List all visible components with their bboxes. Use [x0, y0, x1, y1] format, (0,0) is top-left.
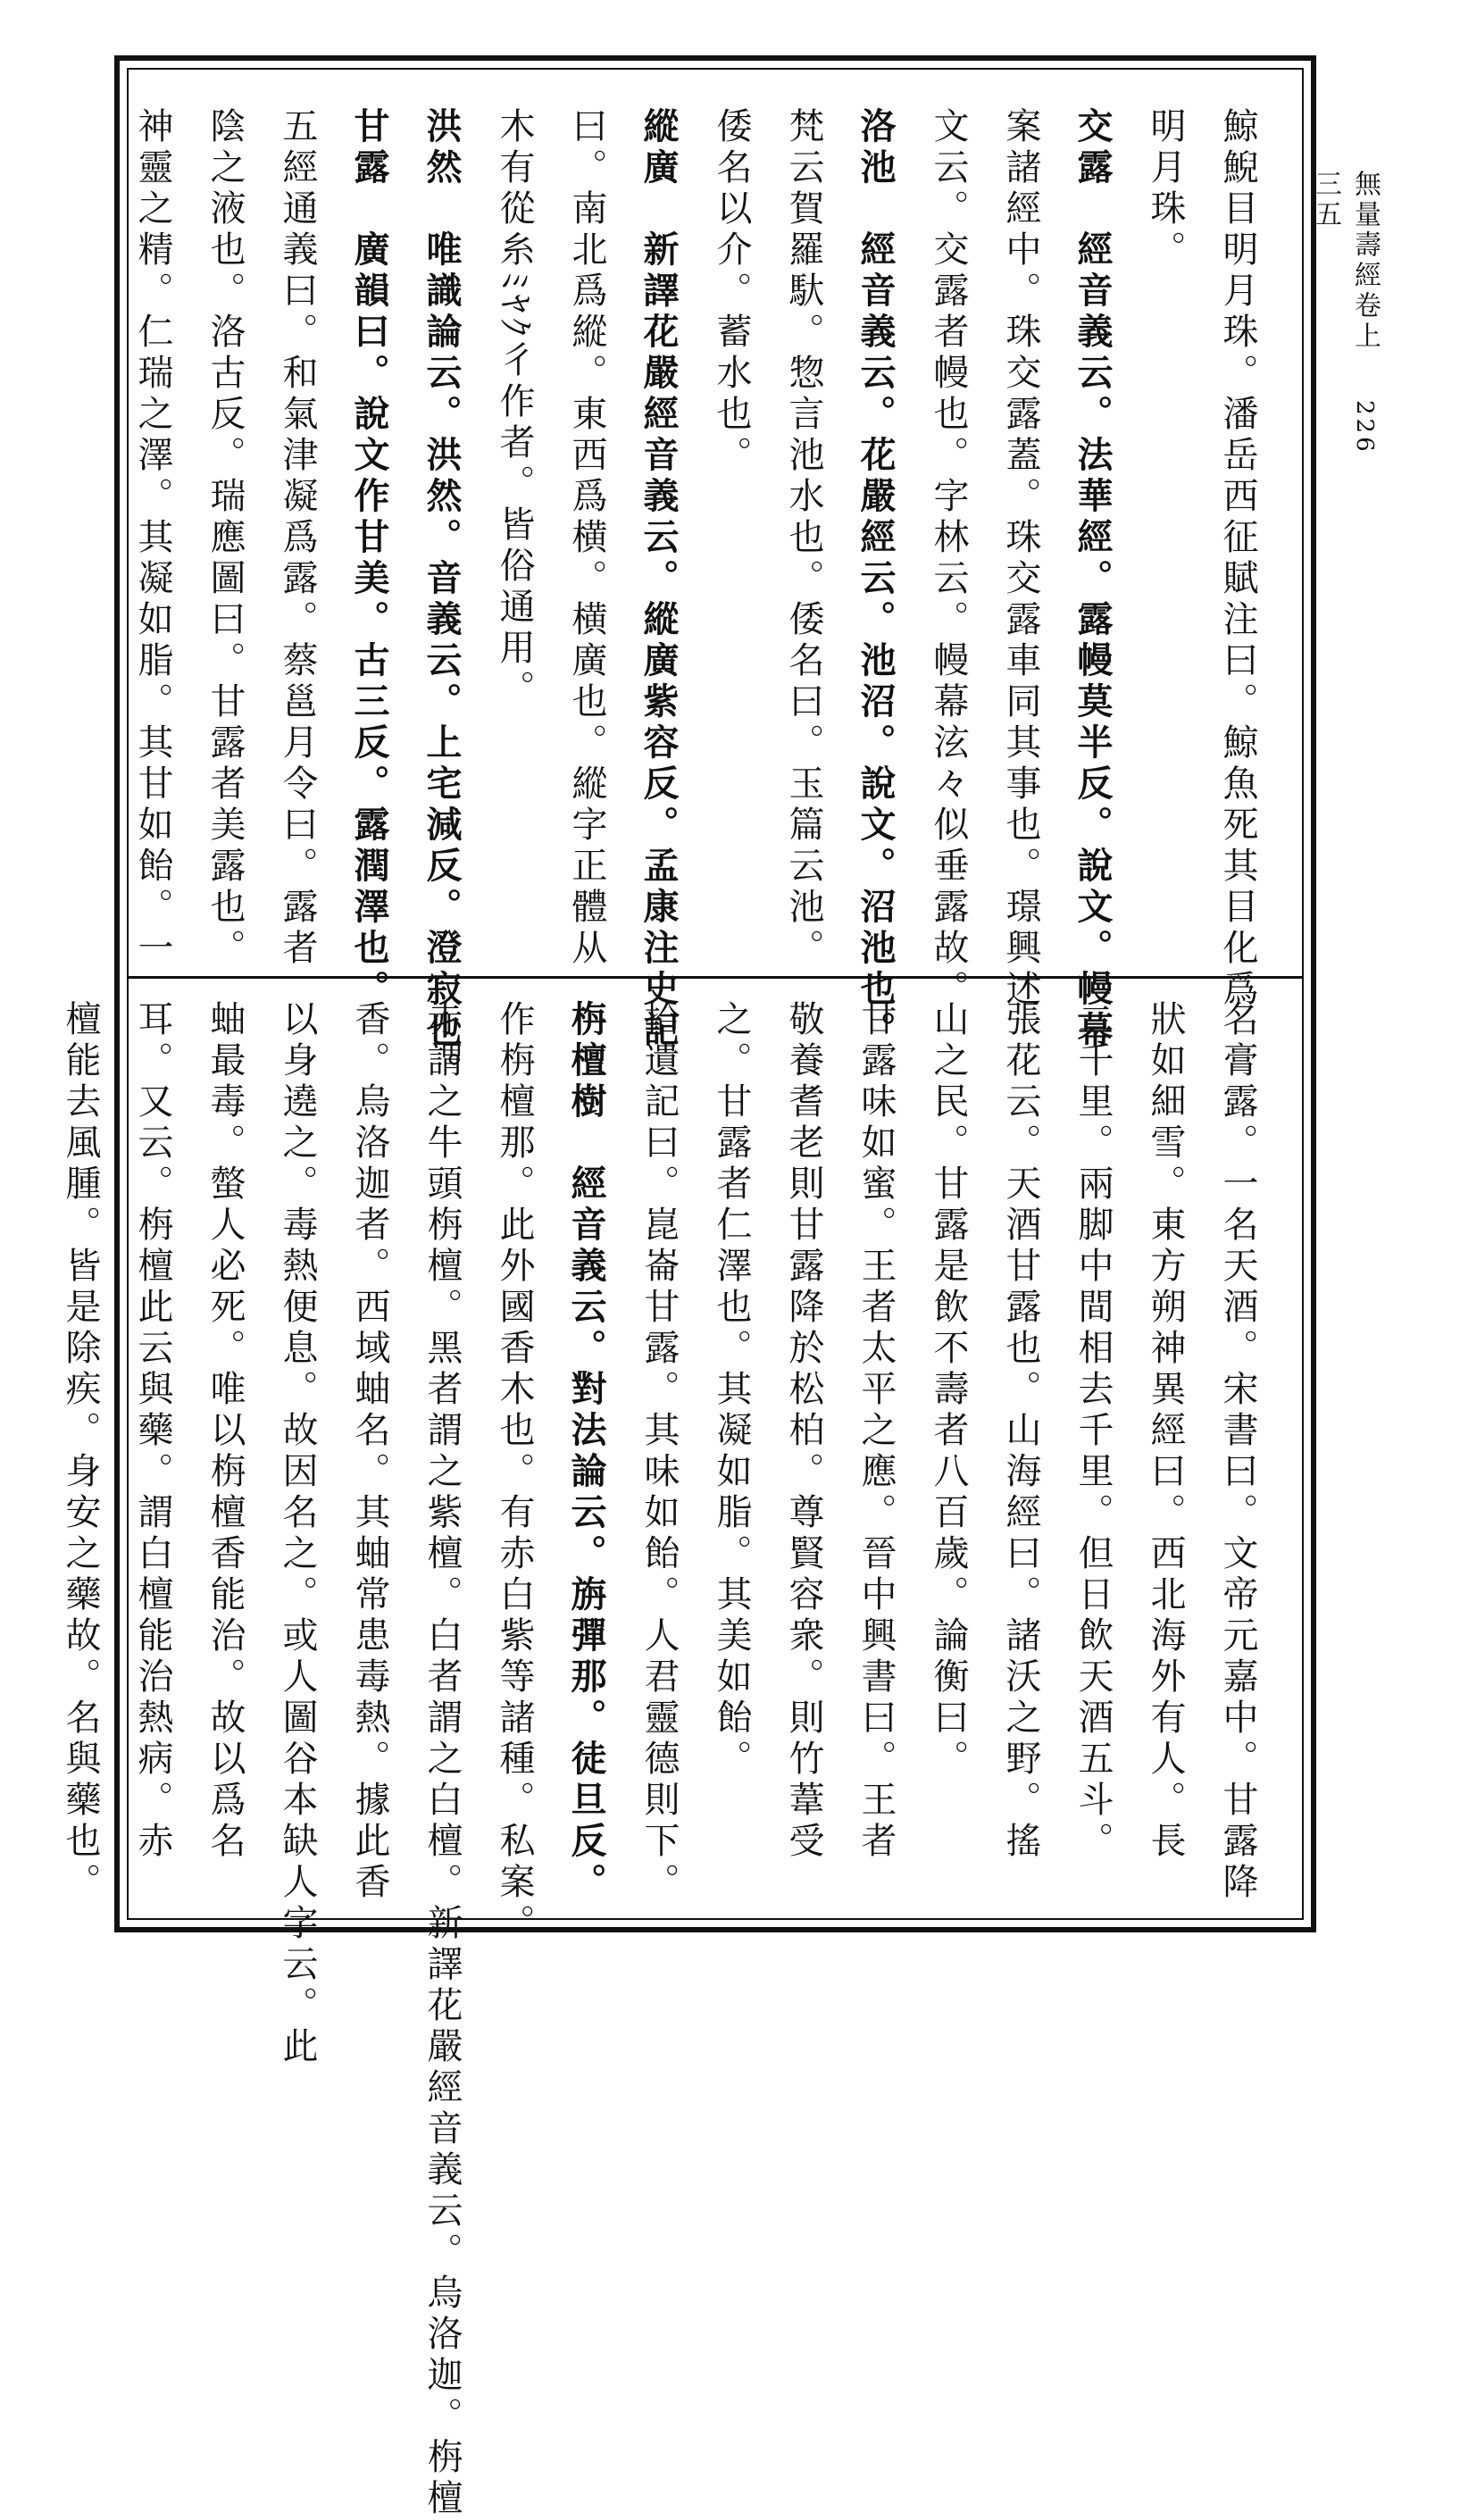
- folio-number: 三五: [1310, 170, 1341, 230]
- text-column: 作栴檀那。此外國香木也。有赤白紫等諸種。私案。: [494, 1000, 535, 1945]
- text-column: 二千里。兩脚中間相去千里。但日飲天酒五斗。: [1072, 1000, 1114, 1863]
- text-column: 甘露味如蜜。王者太平之應。晉中興書曰。王者: [855, 1000, 897, 1863]
- text-column: 神靈之精。仁瑞之澤。其凝如脂。其甘如飴。一: [132, 107, 173, 970]
- text-column: 赤謂之牛頭栴檀。黑者謂之紫檀。白者謂之白檀。新譯花嚴經音義云。烏洛迦。栴檀: [421, 1000, 463, 2520]
- text-column: 五經通義曰。和氣津凝爲露。蔡邕月令曰。露者: [277, 107, 318, 970]
- text-column: 檀能去風腫。皆是除疾。身安之藥故。名與藥也。: [60, 1000, 101, 1904]
- entry-column: 栴檀樹 經音義云。對法論云。旃彈那。徒旦反。: [565, 1000, 607, 1904]
- text-column: 明月珠。: [1145, 107, 1186, 271]
- text-column: 鯨鯢目明月珠。潘岳西征賦注曰。鯨魚死其目化爲: [1217, 107, 1258, 1011]
- text-column: 山之民。甘露是飲不壽者八百歲。論衡曰。: [928, 1000, 969, 1781]
- text-column: 倭名以介。蓄水也。: [711, 107, 752, 477]
- text-column: 案諸經中。珠交露蓋。珠交露車同其事也。璟興述: [1000, 107, 1041, 1011]
- text-column: 拾遺記曰。崑崙甘露。其味如飴。人君靈德則下。: [638, 1000, 680, 1904]
- entry-column: 縱廣 新譯花嚴經音義云。縱廣紫容反。孟康注史記: [638, 107, 680, 1052]
- text-column: 梵云賀羅馱。惣言池水也。倭名曰。玉篇云池。: [783, 107, 824, 970]
- text-column: 以身遶之。毒熱便息。故因名之。或人圖谷本缺人字云。此: [277, 1000, 318, 2068]
- text-column: 文云。交露者幔也。字林云。幔幕泫々似垂露故。: [928, 107, 969, 1011]
- text-column: 香。烏洛迦者。西域蚰名。其蚰常患毒熱。據此香: [349, 1000, 390, 1904]
- text-column: 敬養耆老則甘露降於松柏。尊賢容衆。則竹葦受: [783, 1000, 824, 1863]
- page-number: 226: [1351, 399, 1378, 455]
- text-column: 名膏露。一名天酒。宋書曰。文帝元嘉中。甘露降: [1217, 1000, 1258, 1904]
- lower-text-panel: [60, 1000, 1273, 2520]
- text-column: 曰。南北爲縱。東西爲横。横廣也。縱字正體从: [566, 107, 607, 970]
- register-divider: [129, 976, 1302, 979]
- text-column: 木有從糸ﾐﾔｸ彳作者。皆俗通用。: [494, 107, 535, 711]
- entry-column: 甘露 廣韻曰。說文作甘美。古三反。露潤澤也。: [348, 107, 390, 1011]
- book-title: 無量壽經卷上: [1349, 170, 1381, 352]
- text-column: 狀如細雪。東方朔神異經曰。西北海外有人。長: [1145, 1000, 1186, 1863]
- text-column: 之。甘露者仁澤也。其凝如脂。其美如飴。: [711, 1000, 752, 1781]
- text-column: 陰之液也。洛古反。瑞應圖曰。甘露者美露也。: [204, 107, 246, 970]
- entry-column: 洪然 唯識論云。洪然。音義云。上宅減反。澄寂也。: [421, 107, 463, 1093]
- entry-column: 洛池 經音義云。花嚴經云。池沼。說文。沼池也。: [855, 107, 897, 1052]
- upper-text-panel: [132, 107, 1273, 1093]
- text-column: 耳。又云。栴檀此云與藥。謂白檀能治熱病。赤: [132, 1000, 173, 1863]
- running-head: [1310, 170, 1384, 491]
- text-column: 張花云。天酒甘露也。山海經曰。諸沃之野。搖: [1000, 1000, 1041, 1863]
- text-column: 蚰最毒。螫人必死。唯以栴檀香能治。故以爲名: [204, 1000, 246, 1863]
- entry-column: 交露 經音義云。法華經。露幔莫半反。說文。幔幕: [1072, 107, 1114, 1052]
